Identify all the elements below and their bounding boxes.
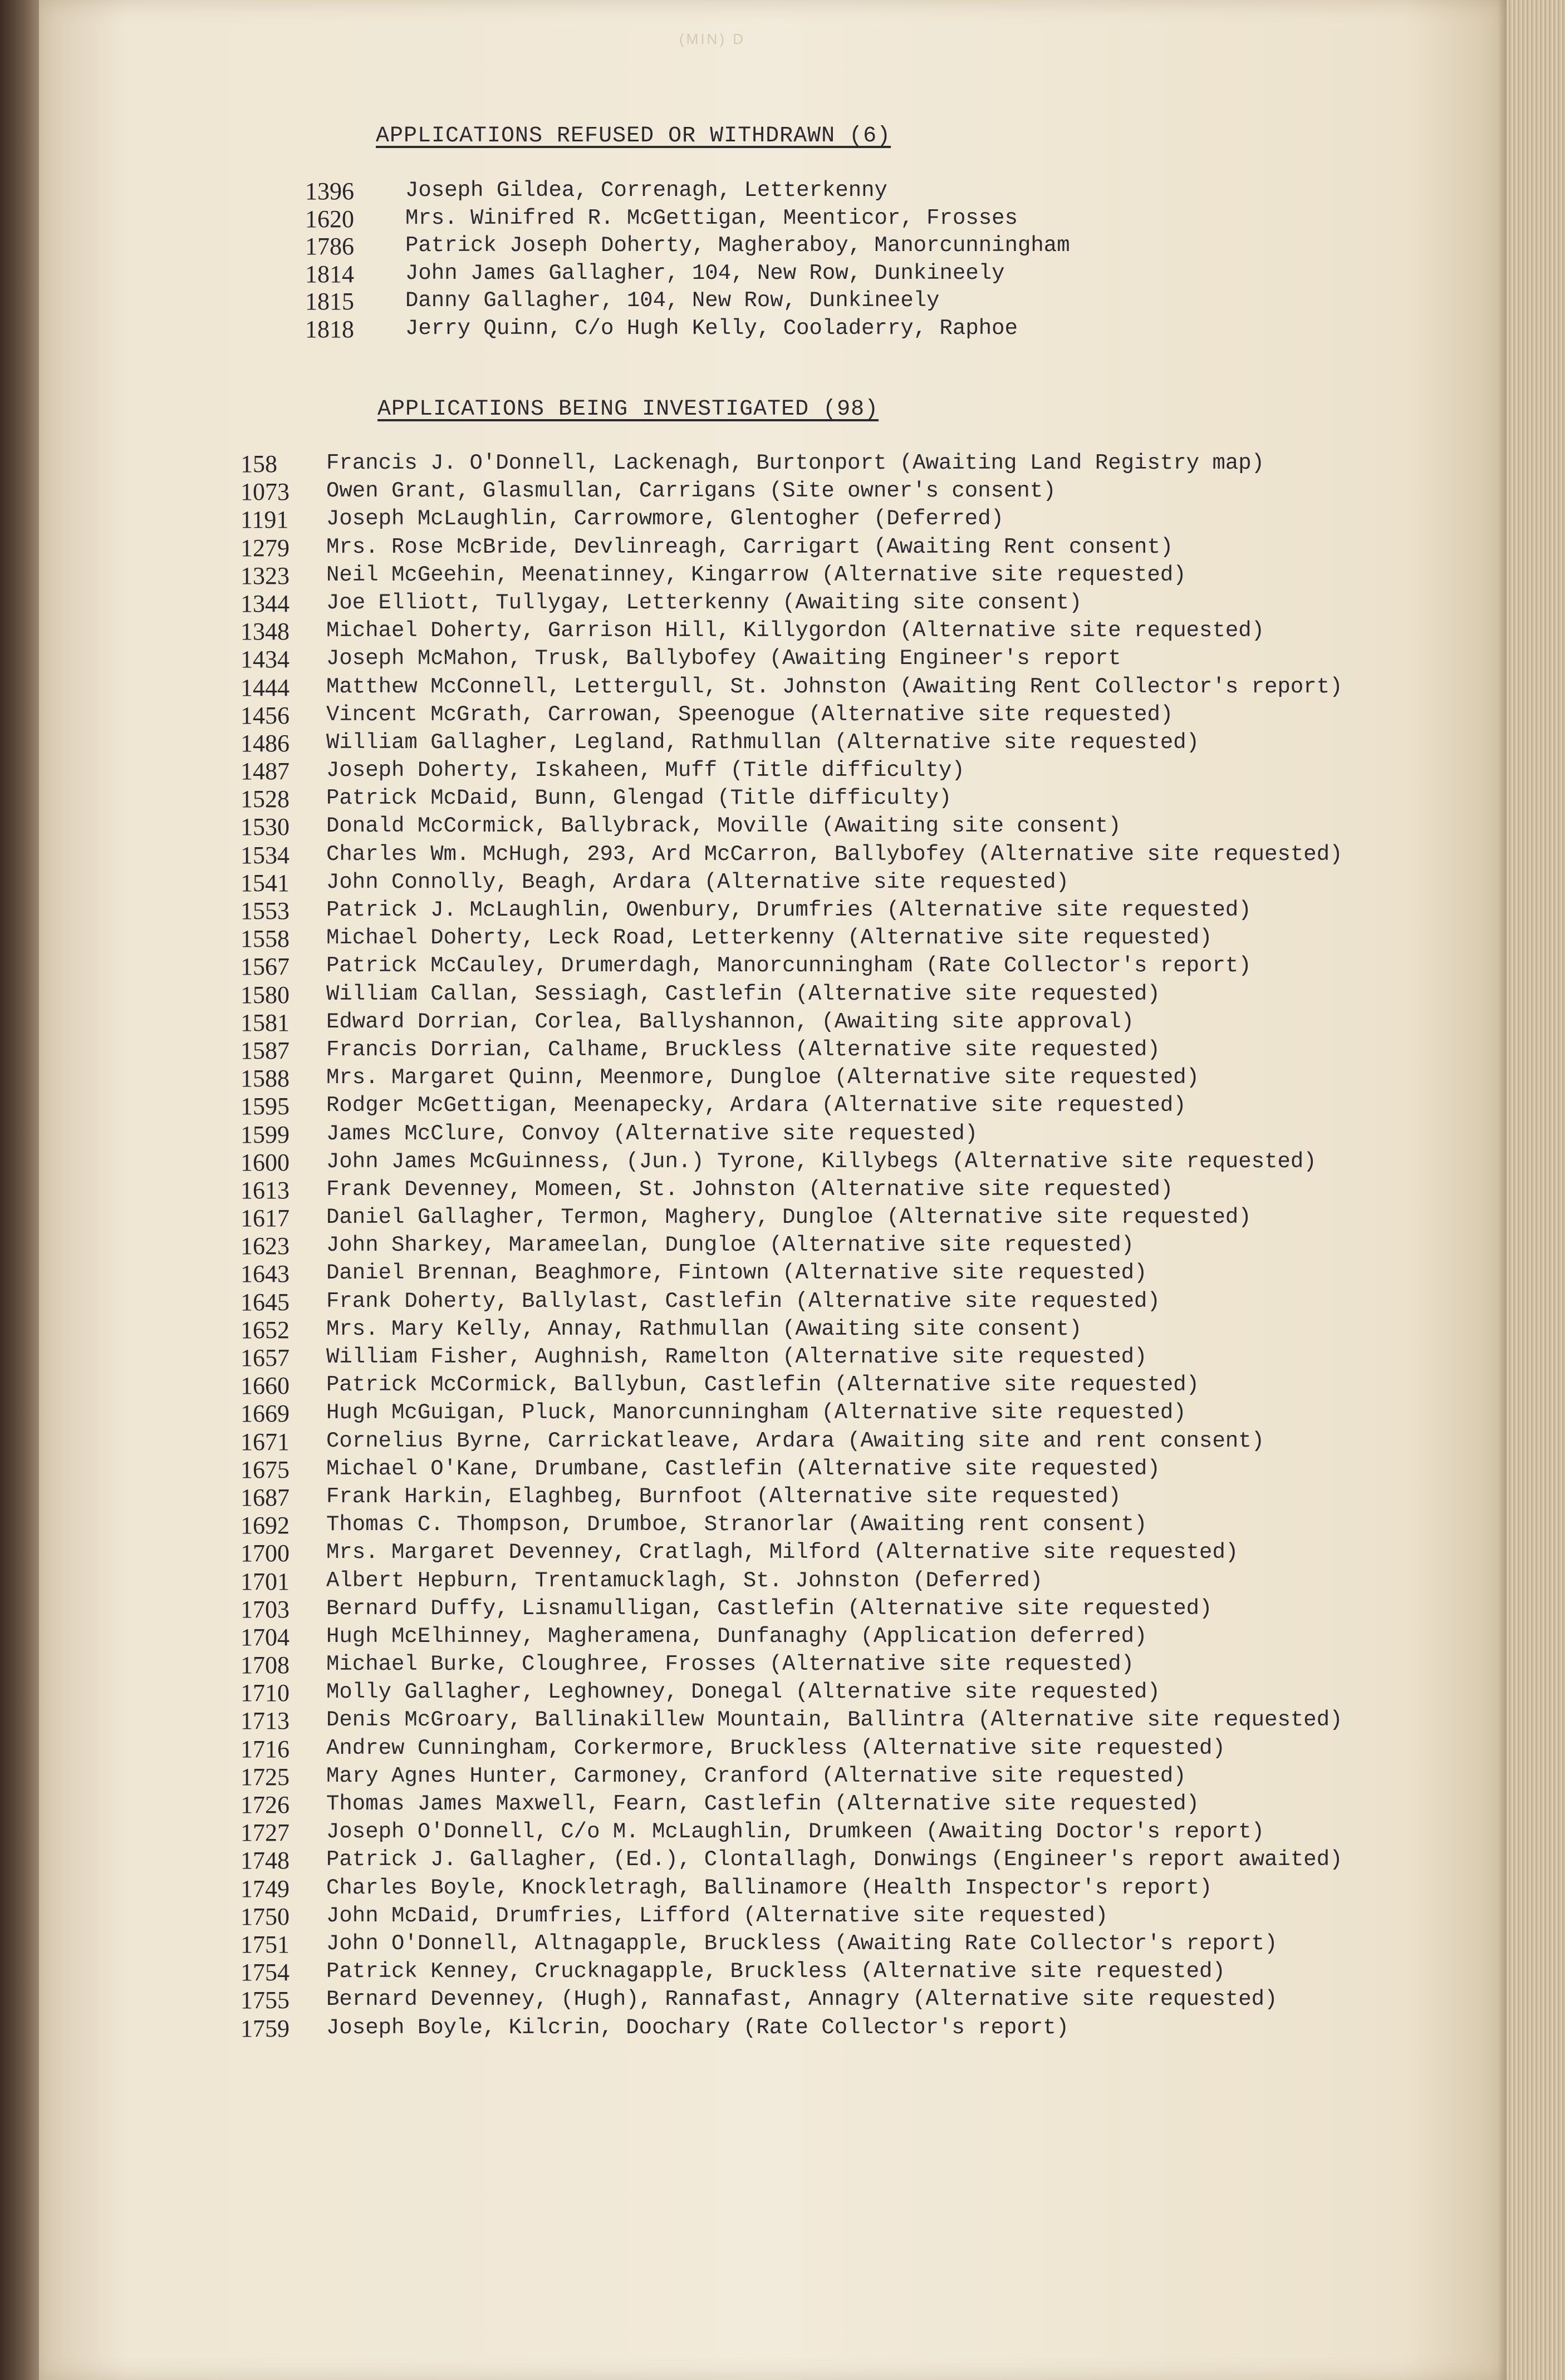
application-entry	[241, 645, 1488, 673]
application-entry	[241, 1148, 1488, 1176]
application-number: 1580	[241, 981, 290, 1009]
application-entry	[241, 841, 1488, 869]
application-entry	[241, 589, 1488, 617]
application-entry	[241, 478, 1488, 505]
application-details: Daniel Brennan, Beaghmore, Fintown (Alternative site requested)	[326, 1261, 1147, 1286]
application-details: William Callan, Sessiagh, Castlefin (Alternative site requested)	[326, 981, 1160, 1006]
application-number: 1692	[241, 1512, 290, 1540]
application-number: 1613	[241, 1176, 290, 1204]
application-details: Patrick McDaid, Bunn, Glengad (Title difficulty)	[326, 786, 952, 811]
application-details: Patrick J. McLaughlin, Owenbury, Drumfries (Alternative site requested)	[326, 898, 1252, 922]
application-entry	[241, 1399, 1488, 1427]
application-number: 1725	[241, 1763, 290, 1791]
application-details: John O'Donnell, Altnagapple, Bruckless (Awaiting Rate Collector's report)	[326, 1931, 1278, 1956]
application-number: 1623	[241, 1232, 290, 1260]
application-entry	[305, 315, 1196, 343]
application-number: 1671	[241, 1428, 290, 1455]
application-details: Michael Doherty, Leck Road, Letterkenny (Alternative site requested)	[326, 926, 1213, 951]
application-entry	[241, 701, 1488, 729]
application-number: 1558	[241, 925, 290, 953]
application-number: 158	[241, 450, 277, 478]
application-entry	[241, 785, 1488, 813]
application-number: 1643	[241, 1260, 290, 1288]
application-details: Michael O'Kane, Drumbane, Castlefin (Alternative site requested)	[326, 1456, 1160, 1481]
application-entry	[241, 729, 1488, 757]
application-entry	[241, 1120, 1488, 1148]
application-details: Mrs. Margaret Devenney, Cratlagh, Milford (Alternative site requested)	[326, 1540, 1239, 1565]
application-entry	[305, 232, 1196, 260]
application-number: 1759	[241, 2014, 290, 2042]
application-details: John McDaid, Drumfries, Lifford (Alternative site requested)	[326, 1903, 1108, 1928]
application-details: Denis McGroary, Ballinakillew Mountain, Ballintra (Alternative site requested)	[326, 1708, 1343, 1733]
application-number: 1687	[241, 1483, 290, 1511]
application-number: 1344	[241, 589, 290, 617]
application-details: Joseph Boyle, Kilcrin, Doochary (Rate Collector's report)	[326, 2015, 1070, 2040]
application-number: 1716	[241, 1735, 290, 1763]
application-entry	[241, 1735, 1488, 1763]
application-details: Bernard Duffy, Lisnamulligan, Castlefin (Alternative site requested)	[326, 1596, 1213, 1621]
application-details: Joseph Gildea, Correnagh, Letterkenny	[405, 178, 887, 203]
application-entry	[305, 205, 1196, 233]
application-number: 1657	[241, 1344, 290, 1371]
application-details: Mrs. Rose McBride, Devlinreagh, Carrigart (Awaiting Rent consent)	[326, 534, 1174, 559]
heading-refused-withdrawn: APPLICATIONS REFUSED OR WITHDRAWN (6)	[376, 124, 891, 149]
application-details: Daniel Gallagher, Termon, Maghery, Dungloe (Alternative site requested)	[326, 1205, 1252, 1230]
application-number: 1660	[241, 1372, 290, 1400]
application-entry	[305, 260, 1196, 288]
application-entry	[241, 1260, 1488, 1287]
application-number: 1786	[305, 233, 354, 260]
application-number: 1279	[241, 534, 290, 562]
application-number: 1444	[241, 673, 290, 701]
application-details: Hugh McElhinney, Magheramena, Dunfanaghy (Application deferred)	[326, 1624, 1147, 1649]
application-number: 1815	[305, 288, 354, 316]
application-number: 1814	[305, 260, 354, 288]
application-number: 1486	[241, 729, 290, 757]
application-number: 1749	[241, 1875, 290, 1902]
application-entry	[241, 1064, 1488, 1092]
application-entry	[241, 1902, 1488, 1930]
application-details: Patrick McCauley, Drumerdagh, Manorcunningham (Rate Collector's report)	[326, 953, 1252, 978]
application-entry	[241, 1539, 1488, 1567]
application-details: Patrick Kenney, Crucknagapple, Bruckless (Alternative site requested)	[326, 1959, 1225, 1984]
application-entry	[241, 981, 1488, 1009]
application-details: Bernard Devenney, (Hugh), Rannafast, Annagry (Alternative site requested)	[326, 1987, 1278, 2012]
application-entry	[241, 869, 1488, 897]
application-number: 1701	[241, 1567, 290, 1595]
application-details: James McClure, Convoy (Alternative site requested)	[326, 1121, 978, 1146]
application-entry	[241, 450, 1488, 478]
application-details: Joe Elliott, Tullygay, Letterkenny (Awaiting site consent)	[326, 590, 1082, 615]
application-details: Mrs. Mary Kelly, Annay, Rathmullan (Awaiting site consent)	[326, 1316, 1082, 1341]
application-entry	[241, 897, 1488, 925]
application-entry	[241, 1875, 1488, 1902]
application-entry	[241, 1204, 1488, 1232]
application-number: 1323	[241, 562, 290, 589]
application-number: 1703	[241, 1595, 290, 1623]
application-number: 1534	[241, 841, 290, 869]
application-details: Cornelius Byrne, Carrickatleave, Ardara (Awaiting site and rent consent)	[326, 1428, 1265, 1453]
application-number: 1751	[241, 1930, 290, 1958]
application-details: Patrick McCormick, Ballybun, Castlefin (Alternative site requested)	[326, 1373, 1200, 1398]
application-entry	[241, 1623, 1488, 1651]
application-entry	[241, 1428, 1488, 1455]
application-details: Charles Boyle, Knockletragh, Ballinamore (Health Inspector's report)	[326, 1875, 1213, 1900]
application-number: 1530	[241, 813, 290, 841]
application-number: 1553	[241, 897, 290, 925]
application-details: Francis J. O'Donnell, Lackenagh, Burtonport (Awaiting Land Registry map)	[326, 451, 1265, 475]
application-entry	[241, 1651, 1488, 1679]
application-details: Mary Agnes Hunter, Carmoney, Cranford (Alternative site requested)	[326, 1763, 1186, 1788]
application-entry	[241, 1092, 1488, 1120]
application-details: Albert Hepburn, Trentamucklagh, St. Johnston (Deferred)	[326, 1568, 1043, 1593]
application-details: William Fisher, Aughnish, Ramelton (Alternative site requested)	[326, 1345, 1147, 1369]
application-details: Charles Wm. McHugh, 293, Ard McCarron, Ballybofey (Alternative site requested)	[326, 842, 1343, 867]
application-number: 1713	[241, 1707, 290, 1735]
application-number: 1073	[241, 478, 290, 506]
application-details: John James Gallagher, 104, New Row, Dunkineely	[405, 260, 1005, 286]
application-entry	[241, 1511, 1488, 1539]
application-details: Owen Grant, Glasmullan, Carrigans (Site owner's consent)	[326, 479, 1056, 504]
application-number: 1727	[241, 1819, 290, 1847]
application-entry	[241, 505, 1488, 533]
application-entry	[241, 1595, 1488, 1623]
application-number: 1710	[241, 1679, 290, 1707]
application-entry	[241, 562, 1488, 589]
application-entry	[241, 757, 1488, 785]
application-details: John Connolly, Beagh, Ardara (Alternative site requested)	[326, 869, 1070, 894]
application-number: 1434	[241, 646, 290, 673]
application-entry	[241, 925, 1488, 952]
application-details: Thomas James Maxwell, Fearn, Castlefin (Alternative site requested)	[326, 1792, 1200, 1816]
faint-page-mark: (MIN) D	[679, 31, 745, 47]
application-details: Michael Doherty, Garrison Hill, Killygordon (Alternative site requested)	[326, 618, 1265, 643]
application-entry	[241, 2014, 1488, 2042]
application-entry	[241, 1371, 1488, 1399]
application-number: 1581	[241, 1009, 290, 1036]
application-number: 1617	[241, 1204, 290, 1232]
application-entry	[241, 1483, 1488, 1511]
application-number: 1675	[241, 1455, 290, 1483]
application-number: 1567	[241, 953, 290, 981]
application-details: John Sharkey, Marameelan, Dungloe (Alternative site requested)	[326, 1233, 1135, 1258]
application-number: 1587	[241, 1036, 290, 1064]
application-number: 1396	[305, 178, 354, 205]
application-details: Rodger McGettigan, Meenapecky, Ardara (Alternative site requested)	[326, 1093, 1186, 1118]
application-details: John James McGuinness, (Jun.) Tyrone, Killybegs (Alternative site requested)	[326, 1149, 1317, 1174]
application-details: Patrick J. Gallagher, (Ed.), Clontallagh, Donwings (Engineer's report awaited)	[326, 1847, 1343, 1872]
application-entry	[241, 1455, 1488, 1483]
application-number: 1348	[241, 618, 290, 646]
application-details: Neil McGeehin, Meenatinney, Kingarrow (Alternative site requested)	[326, 562, 1186, 587]
application-details: Frank Devenney, Momeen, St. Johnston (Alternative site requested)	[326, 1177, 1174, 1202]
application-details: Michael Burke, Cloughree, Frosses (Alternative site requested)	[326, 1652, 1135, 1677]
application-number: 1652	[241, 1316, 290, 1344]
application-entry	[241, 1707, 1488, 1734]
application-details: Francis Dorrian, Calhame, Bruckless (Alternative site requested)	[326, 1037, 1160, 1062]
application-entry	[241, 1679, 1488, 1707]
refused-applications-list	[305, 177, 1196, 343]
application-details: Frank Doherty, Ballylast, Castlefin (Alternative site requested)	[326, 1289, 1160, 1314]
application-entry	[241, 952, 1488, 980]
application-number: 1191	[241, 506, 289, 534]
application-entry	[241, 1036, 1488, 1064]
application-number: 1708	[241, 1651, 290, 1679]
application-number: 1754	[241, 1959, 290, 1986]
application-details: Frank Harkin, Elaghbeg, Burnfoot (Alternative site requested)	[326, 1484, 1121, 1509]
application-entry	[241, 1763, 1488, 1791]
application-details: Jerry Quinn, C/o Hugh Kelly, Cooladerry, Raphoe	[405, 316, 1018, 341]
application-number: 1818	[305, 315, 354, 343]
application-number: 1700	[241, 1540, 290, 1567]
application-entry	[241, 1344, 1488, 1371]
application-details: Vincent McGrath, Carrowan, Speenogue (Alternative site requested)	[326, 702, 1174, 727]
application-number: 1669	[241, 1400, 290, 1428]
application-number: 1704	[241, 1623, 290, 1651]
application-entry	[241, 1288, 1488, 1316]
investigated-applications-list	[241, 450, 1488, 2042]
application-number: 1599	[241, 1120, 290, 1148]
application-details: Joseph O'Donnell, C/o M. McLaughlin, Drumkeen (Awaiting Doctor's report)	[326, 1820, 1265, 1845]
application-details: Danny Gallagher, 104, New Row, Dunkineely	[405, 288, 940, 313]
application-entry	[241, 1986, 1488, 2014]
application-entry	[241, 617, 1488, 645]
application-number: 1645	[241, 1288, 290, 1316]
application-entry	[241, 1567, 1488, 1595]
application-details: Thomas C. Thompson, Drumboe, Stranorlar (Awaiting rent consent)	[326, 1512, 1147, 1537]
application-details: Joseph McLaughlin, Carrowmore, Glentogher (Deferred)	[326, 507, 1004, 532]
application-entry	[241, 673, 1488, 701]
application-entry	[241, 1232, 1488, 1260]
application-number: 1487	[241, 758, 290, 785]
application-entry	[241, 1846, 1488, 1874]
application-number: 1748	[241, 1847, 290, 1875]
application-details: Joseph Doherty, Iskaheen, Muff (Title difficulty)	[326, 758, 965, 783]
application-entry	[241, 1791, 1488, 1818]
application-details: Joseph McMahon, Trusk, Ballybofey (Awaiting Engineer's report	[326, 646, 1121, 671]
application-entry	[305, 287, 1196, 315]
application-details: Andrew Cunningham, Corkermore, Bruckless (Alternative site requested)	[326, 1735, 1225, 1761]
application-entry	[241, 1316, 1488, 1344]
application-number: 1750	[241, 1902, 290, 1930]
application-details: Donald McCormick, Ballybrack, Moville (Awaiting site consent)	[326, 814, 1121, 839]
application-details: Edward Dorrian, Corlea, Ballyshannon, (Awaiting site approval)	[326, 1009, 1135, 1034]
application-details: Hugh McGuigan, Pluck, Manorcunningham (Alternative site requested)	[326, 1400, 1186, 1425]
application-entry	[241, 534, 1488, 562]
application-number: 1541	[241, 869, 290, 897]
application-entry	[305, 177, 1196, 205]
application-number: 1528	[241, 785, 290, 813]
application-details: Patrick Joseph Doherty, Magheraboy, Manorcunningham	[405, 233, 1070, 258]
application-entry	[241, 813, 1488, 840]
application-entry	[241, 1009, 1488, 1036]
application-entry	[241, 1958, 1488, 1986]
application-number: 1620	[305, 205, 354, 233]
application-details: Mrs. Winifred R. McGettigan, Meenticor, Frosses	[405, 205, 1018, 230]
application-number: 1600	[241, 1148, 290, 1176]
application-details: Matthew McConnell, Lettergull, St. Johnston (Awaiting Rent Collector's report)	[326, 674, 1343, 699]
application-details: Molly Gallagher, Leghowney, Donegal (Alternative site requested)	[326, 1680, 1160, 1705]
application-entry	[241, 1818, 1488, 1846]
application-number: 1456	[241, 701, 290, 729]
application-details: Mrs. Margaret Quinn, Meenmore, Dungloe (Alternative site requested)	[326, 1065, 1200, 1090]
application-details: William Gallagher, Legland, Rathmullan (Alternative site requested)	[326, 730, 1200, 755]
application-number: 1755	[241, 1986, 290, 2014]
application-number: 1726	[241, 1791, 290, 1818]
heading-being-investigated: APPLICATIONS BEING INVESTIGATED (98)	[377, 397, 879, 422]
application-number: 1595	[241, 1093, 290, 1120]
application-number: 1588	[241, 1065, 290, 1093]
application-entry	[241, 1930, 1488, 1958]
application-entry	[241, 1176, 1488, 1204]
